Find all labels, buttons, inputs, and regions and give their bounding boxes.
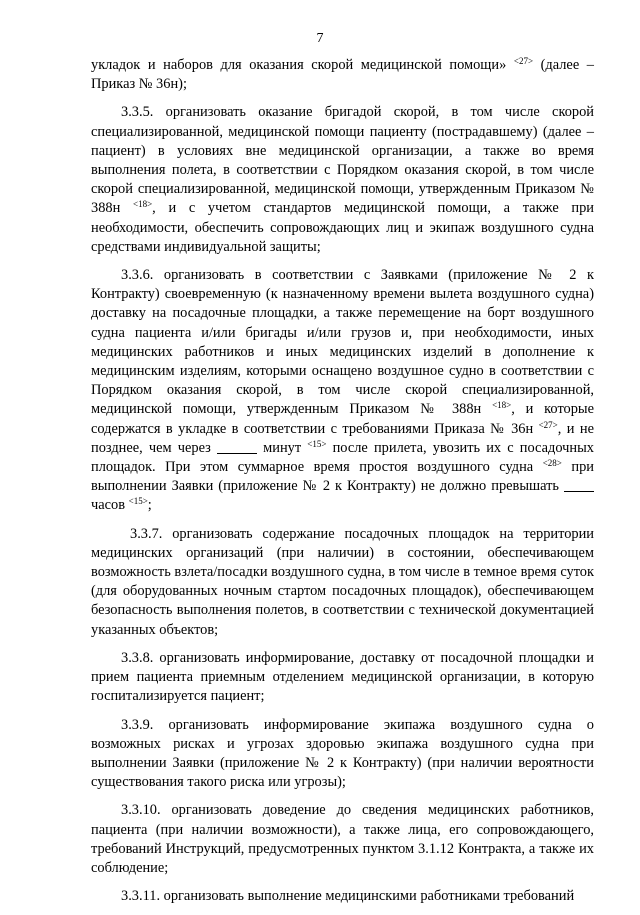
footnote-ref: <18> [133,199,153,210]
footnote-ref: <15> [307,438,327,449]
text-run: , и не позднее, чем через [91,420,594,456]
text-run: , и с учетом стандартов медицинской помощи, а также при необходимости, обеспечить сопровождающих лиц и экипаж воздушного судна средствами индивидуальной защиты; [91,200,594,255]
text-run: минут [263,439,302,456]
footnote-ref: <27> [538,419,558,430]
document-body [91,56,594,915]
text-run: укладок и наборов для оказания скорой медицинской помощи» [91,57,507,73]
text-run: при выполнении Заявки (приложение № 2 к Контракту) не должно превышать [91,459,594,495]
clause-3-3-9: 3.3.9. организовать информирование экипажа воздушного судна о возможных рисках и угрозах здоровью экипажа воздушного судна при выполнении Заявки (приложение № 2 к Контракту) (при наличии вероятности существования такого риска или угрозы); [91,716,594,791]
text-run: 3.3.6. организовать в соответствии с Заявками (приложение № 2 к Контракту) своевременную (к назначенному времени вылета воздушного судна) доставку на посадочные площадки, а также перемещение на борт воздушного судна пациента и/или бригады и/или грузов и, при необходимости, иных медицинских работников и иных медицинских изделий в дополнение к медицинским изделиям, которыми оснащено воздушное судно в соответствии с Порядком оказания скорой, в том числе скорой специализированной, медицинской помощи, утвержденным Приказом № 388н [91,267,594,418]
clause-3-3-11: 3.3.11. организовать выполнение медицинскими работниками требований [121,888,575,905]
blank-field-hours [564,479,594,492]
page-number: 7 [316,31,324,46]
text-run: после прилета, увозить их с посадочных площадок. При этом суммарное время простоя воздушного судна [91,439,594,476]
clause-3-3-8: 3.3.8. организовать информирование, доставку от посадочной площадки и прием пациента приемным отделением медицинской организации, в которую госпитализируется пациент; [91,649,594,705]
text-run: , и которые содержатся в укладке в соответствии с требованиями Приказа № 36н [91,401,594,437]
text-run: (далее – Приказ № 36н); [91,57,594,93]
paragraph-continuation [91,56,594,94]
clause-3-3-5 [91,103,594,257]
text-run: часов [91,497,126,514]
text-run: ; [147,497,152,514]
footnote-ref: <18> [492,400,512,411]
footnote-ref: <28> [542,458,562,469]
clause-3-3-7: 3.3.7. организовать содержание посадочных площадок на территории медицинских организаций (при наличии) в состоянии, обеспечивающем возможность взлета/посадки воздушного судна, в том числе в темное время суток (для оборудованных ночным стартом посадочных площадок), обеспечивающем безопасность выполнения полетов, в соответствии с технической документацией указанных объектов; [91,525,594,638]
footnote-ref: <15> [128,496,148,507]
footnote-ref: <27> [513,56,534,66]
blank-field-minutes [217,441,257,454]
text-run: 3.3.5. организовать оказание бригадой скорой, в том числе скорой специализированной, медицинской помощи пациенту (пострадавшему) (далее – пациент) в условиях вне медицинской организации, а также во время выполнения полета, в соответствии с Порядком оказания скорой, в том числе скорой специализированной, медицинской помощи, утвержденным Приказом № 388н [91,104,594,217]
clause-3-3-10: 3.3.10. организовать доведение до сведения медицинских работников, пациента (при наличии возможности), а также лица, его сопровождающего, требований Инструкций, предусмотренных пунктом 3.1.12 Контракта, а также их соблюдение; [91,802,594,876]
clause-3-3-6 [91,266,594,516]
